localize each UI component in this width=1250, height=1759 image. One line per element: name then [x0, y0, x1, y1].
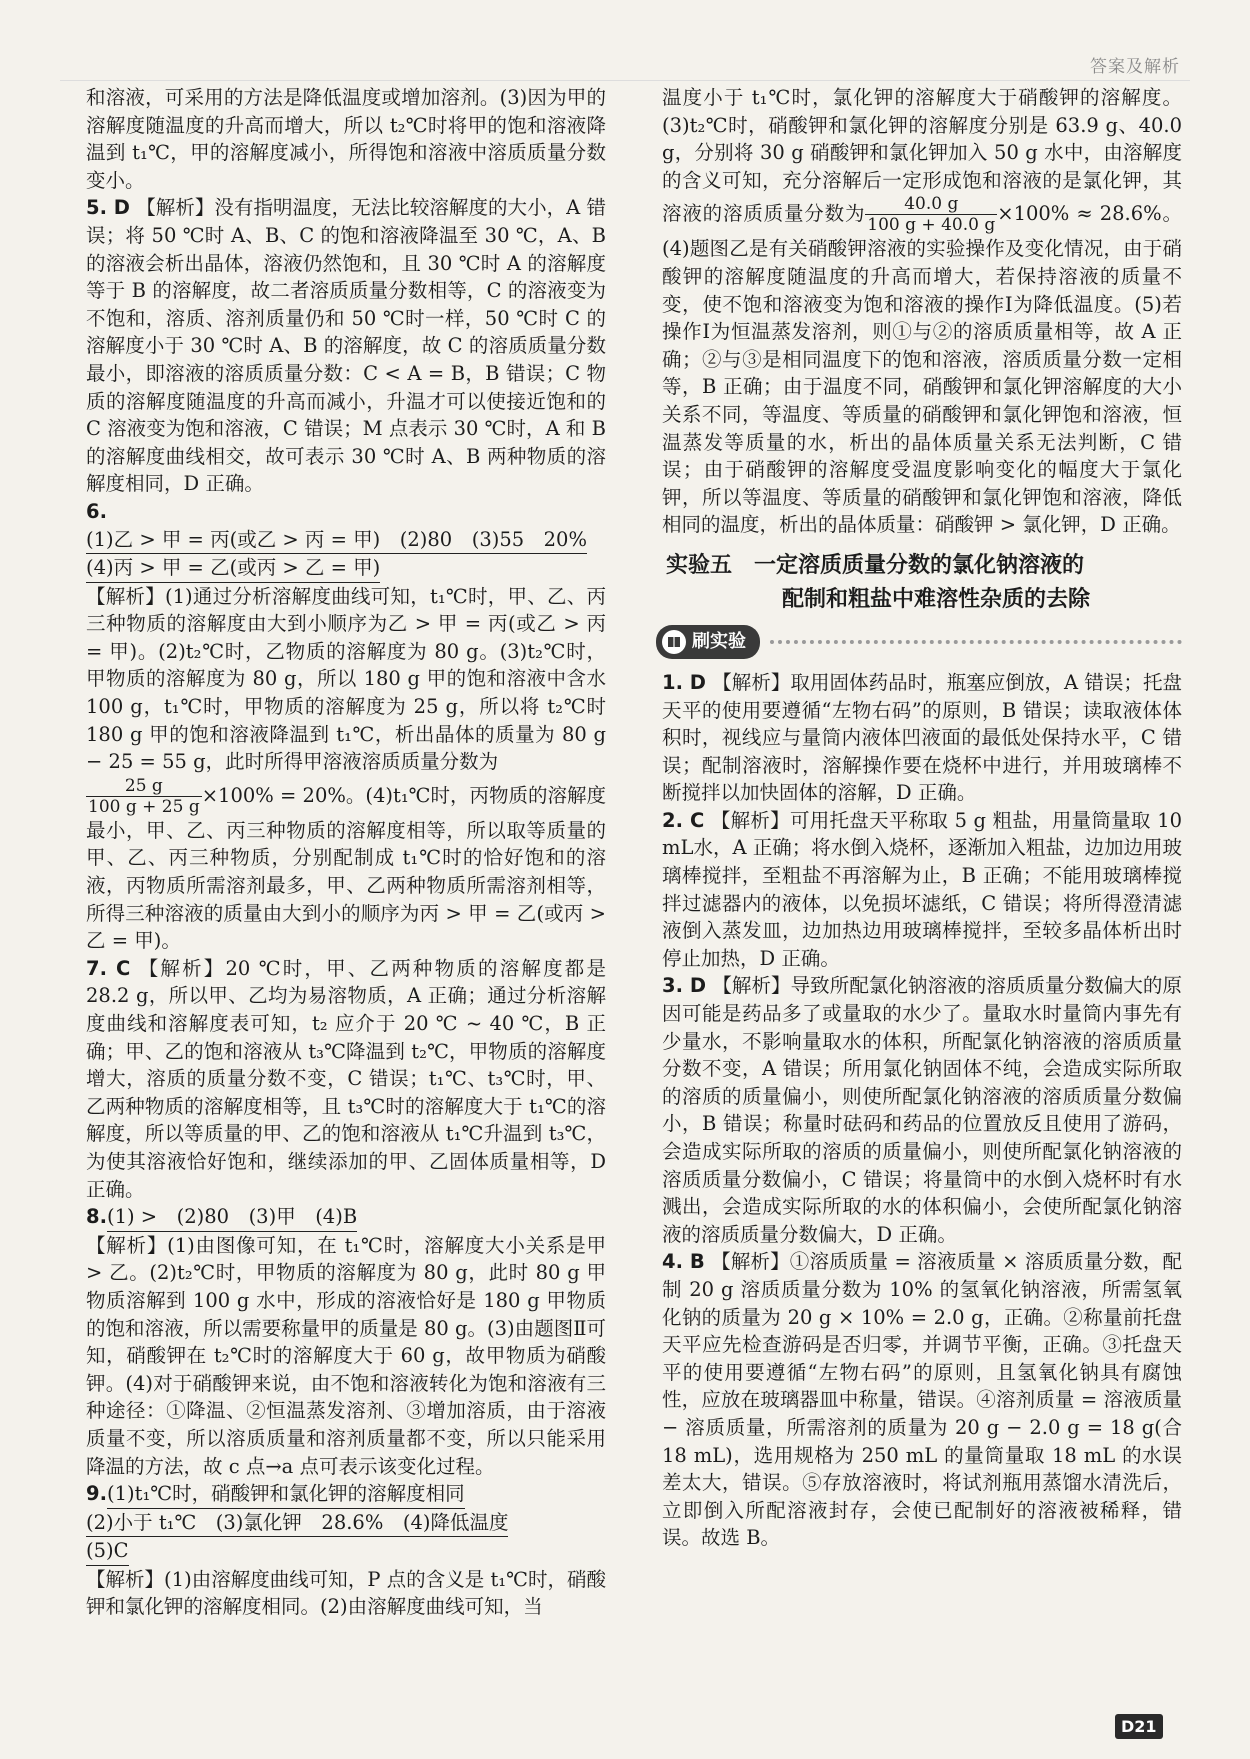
- fraction: [86, 776, 202, 817]
- section-badge: [656, 625, 760, 659]
- question-number: 2. C: [662, 808, 705, 832]
- question-number: 8.: [86, 1205, 107, 1229]
- answer-5: [86, 194, 606, 498]
- paragraph: [662, 84, 1182, 539]
- left-column: [86, 84, 606, 1621]
- section-title: [662, 549, 1182, 617]
- section-badge-row: [656, 623, 1182, 661]
- fraction-numerator: 40.0 g: [865, 194, 997, 215]
- answer-9: [86, 1480, 606, 1509]
- answer-r3: [662, 972, 1182, 1248]
- explanation: 【解析】①溶质质量 = 溶液质量 × 溶质质量分数，配制 20 g 溶质质量分数为 10% 的氢氧化钠溶液，所需氢氧化钠的质量为 20 g × 10% = 2.0 g，正确。②称量前托盘天平应先检查游码是否归零，并调节平衡，正确。③托盘天平的使用要遵循“左物右码”的原则，且氢氧化钠具有腐蚀性，应放在玻璃器皿中称量，错误。④溶剂质量 = 溶液质量 − 溶质质量，所需溶剂的质量为 20 g − 2.0 g = 18 g(合 18 mL)，选用规格为 250 mL 的量筒量取 18 mL 的水误差太大，错误。⑤存放溶液时，将试剂瓶用蒸馏水清洗后，立即倒入所配溶液封存，会使已配制好的溶液被稀释，错误。故选 B。: [662, 1250, 1182, 1550]
- explanation: 【解析】取用固体药品时，瓶塞应倒放，A 错误；托盘天平的使用要遵循“左物右码”的原则，B 错误；读取液体体积时，视线应与量筒内液体凹液面的最低处保持水平，C 错误；配制溶液时，溶解操作要在烧杯中进行，并用玻璃棒不断搅拌以加快固体的溶解，D 正确。: [662, 670, 1183, 805]
- answer-9-line2: [86, 1509, 606, 1538]
- explanation: 【解析】可用托盘天平称取 5 g 粗盐，用量筒量取 10 mL水，A 正确；将水倒入烧杯，逐渐加入粗盐，边加边用玻璃棒搅拌，至粗盐不再溶解为止，B 正确；不能用玻璃棒搅拌过滤器内的液体，以免损坏滤纸，C 错误；将所得澄清滤液倒入蒸发皿，边加热边用玻璃棒搅拌，至较多晶体析出时停止加热，D 正确。: [662, 808, 1183, 970]
- fraction-denominator: 100 g + 25 g: [88, 796, 200, 817]
- explanation: 【解析】没有指明温度，无法比较溶解度的大小，A 错误；将 50 ℃时 A、B、C 的饱和溶液降温至 30 ℃，A、B 的溶液会析出晶体，溶液仍然饱和，且 30 ℃时 A 的溶解度等于 B 的溶解度，故二者溶质质量分数相等，C 的溶液变为不饱和，溶质、溶剂质量仍和 50 ℃时一样，50 ℃时 C 的溶解度小于 30 ℃时 A、B 的溶解度，故 C 的溶质质量分数最小，即溶液的溶质质量分数：C < A = B，B 错误；C 物质的溶解度随温度的升高而减小，升温才可以使接近饱和的 C 溶液变为饱和溶液，C 错误；M 点表示 30 ℃时，A 和 B 的溶解度曲线相交，故可表示 30 ℃时 A、B 两种物质的溶解度相同，D 正确。: [86, 196, 607, 496]
- answer-7: [86, 955, 606, 1203]
- explanation-cont: ×100% = 20%。(4)t₁℃时，丙物质的溶解度最小，甲、乙、丙三种物质的溶解度相等，所以取等质量的甲、乙、丙三种物质，分别配制成 t₁℃时的恰好饱和的溶液，丙物质所需溶剂最多，甲、乙两种物质所需溶剂相等，所得三种溶液的质量由大到小的顺序为丙 > 甲 = 乙(或丙 > 乙 = 甲)。: [86, 783, 606, 953]
- paragraph: 和溶液，可采用的方法是降低温度或增加溶剂。(3)因为甲的溶解度随温度的升高而增大，所以 t₂℃时将甲的饱和溶液降温到 t₁℃，甲的溶解度减小，所得饱和溶液中溶质质量分数变小。: [86, 86, 606, 192]
- answer-8: [86, 1203, 606, 1232]
- dotted-divider: [770, 640, 1182, 644]
- section-title-line2: 配制和粗盐中难溶性杂质的去除: [782, 586, 1091, 612]
- right-column: [662, 84, 1182, 1552]
- explanation: 【解析】20 ℃时，甲、乙两种物质的溶解度都是 28.2 g，所以甲、乙均为易溶物质，A 正确；通过分析溶解度曲线和溶解度表可知，t₂ 应介于 20 ℃ ~ 40 ℃，B 正确；甲、乙的饱和溶液从 t₃℃降温到 t₂℃，甲物质的溶解度增大，溶质的质量分数不变，C 错误；t₁℃、t₃℃时，甲、乙两种物质的溶解度相等，且 t₃℃时的溶解度大于 t₁℃的溶解度，所以等质量的甲、乙的饱和溶液从 t₁℃升温到 t₃℃，为使其溶液恰好饱和，继续添加的甲、乙固体质量相等，D 正确。: [86, 956, 607, 1201]
- answer-r2: [662, 807, 1182, 973]
- question-number: 7. C: [86, 956, 131, 980]
- answer-line: (5)C: [86, 1537, 129, 1566]
- answer-9-line3: [86, 1537, 606, 1566]
- explanation: 【解析】(1)由图像可知，在 t₁℃时，溶解度大小关系是甲 > 乙。(2)t₂℃时，甲物质的溶解度为 80 g，此时 80 g 甲物质溶解到 100 g 水中，形成的溶液恰好是 180 g 甲物质的饱和溶液，所以需要称量甲的质量是 80 g。(3)由题图Ⅱ可知，硝酸钾在 t₂℃时的溶解度大于 60 g，故甲物质为硝酸钾。(4)对于硝酸钾来说，由不饱和溶液转化为饱和溶液有三种途径：①降温、②恒温蒸发溶剂、③增加溶质，由于溶液质量不变，所以溶质质量和溶剂质量都不变，所以只能采用降温的方法，故 c 点→a 点可表示该变化过程。: [86, 1233, 606, 1478]
- explanation-cont: ×100% ≈ 28.6%。(4)题图乙是有关硝酸钾溶液的实验操作及变化情况，由于硝酸钾的溶解度随温度的升高而增大，若保持溶液的质量不变，使不饱和溶液变为饱和溶液的操作Ⅰ为降低温度。(5)若操作Ⅰ为恒温蒸发溶剂，则①与②的溶质质量相等，故 A 正确；②与③是相同温度下的饱和溶液，溶质质量分数一定相等，B 正确；由于温度不同，硝酸钾和氯化钾溶解度的大小关系不同，等温度、等质量的硝酸钾和氯化钾饱和溶液，恒温蒸发等质量的水，析出的晶体质量关系无法判断，C 错误；由于硝酸钾的溶解度受温度影响变化的幅度大于氯化钾，所以等温度、等质量的硝酸钾和氯化钾饱和溶液，降低相同的温度，析出的晶体质量：硝酸钾 > 氯化钾，D 正确。: [662, 202, 1182, 537]
- explanation: [86, 776, 606, 955]
- explanation: 【解析】导致所配氯化钠溶液的溶质质量分数偏大的原因可能是药品多了或量取的水少了。量取水时量筒内事先有少量水，不影响量取水的体积，所配氯化钠溶液的溶质质量分数不变，A 错误；所用氯化钠固体不纯，会造成实际所取的溶质的质量偏小，则使所配氯化钠溶液的溶质质量分数偏小，B 错误；称量时砝码和药品的位置放反且使用了游码，会造成实际所取的溶质的质量偏小，则使所配氯化钠溶液的溶质质量分数偏小，C 错误；将量筒中的水倒入烧杯时有水溅出，会造成实际所取的水的体积偏小，会使所配氯化钠溶液的溶质质量分数偏大，D 正确。: [662, 974, 1182, 1246]
- question-number: 4. B: [662, 1250, 705, 1274]
- fraction-numerator: 25 g: [86, 776, 202, 797]
- answer-line: (1)乙 > 甲 = 丙(或乙 > 丙 = 甲) (2)80 (3)55 20%: [86, 526, 587, 555]
- answer-line: (1) > (2)80 (3)甲 (4)B: [107, 1203, 357, 1232]
- header-divider: [60, 80, 1190, 81]
- page-header: 答案及解析: [1090, 57, 1180, 77]
- question-number: 3. D: [662, 974, 707, 998]
- question-number: 1. D: [662, 670, 706, 694]
- explanation: 温度小于 t₁℃时，氯化钾的溶解度大于硝酸钾的溶解度。(3)t₂℃时，硝酸钾和氯化钾的溶解度分别是 63.9 g、40.0 g，分别将 30 g 硝酸钾和氯化钾加入 50 g 水中，由溶解度的含义可知，充分溶解后一定形成饱和溶液的是氯化钾，其溶液的溶质质量分数为: [662, 86, 1182, 226]
- answer-r4: [662, 1248, 1182, 1552]
- question-number: 9.: [86, 1482, 107, 1506]
- fraction: [865, 194, 997, 235]
- answer-r1: [662, 669, 1182, 807]
- explanation: 【解析】(1)通过分析溶解度曲线可知，t₁℃时，甲、乙、丙三种物质的溶解度由大到小顺序为乙 > 甲 = 丙(或乙 > 丙 = 甲)。(2)t₂℃时，乙物质的溶解度为 80 g。(3)t₂℃时，甲物质的溶解度为 80 g，所以 180 g 甲的饱和溶液中含水 100 g，t₁℃时，甲物质的溶解度为 25 g，所以将 t₂℃时 180 g 甲的饱和溶液降温到 t₁℃，析出晶体的质量为 80 g − 25 = 55 g，此时所得甲溶液溶质质量分数为: [86, 584, 606, 774]
- page-number: D21: [1115, 1714, 1163, 1739]
- answer-6-line2: [86, 554, 606, 583]
- section-title-line1: 实验五 一定溶质质量分数的氯化钠溶液的: [666, 552, 1085, 578]
- fraction-denominator: 100 g + 40.0 g: [867, 215, 996, 236]
- section-badge-label: 刷实验: [692, 631, 746, 653]
- explanation: 【解析】(1)由溶解度曲线可知，P 点的含义是 t₁℃时，硝酸钾和氯化钾的溶解度相同。(2)由溶解度曲线可知，当: [86, 1567, 606, 1619]
- answer-line: (4)丙 > 甲 = 乙(或丙 > 乙 = 甲): [86, 554, 380, 583]
- answer-line: (2)小于 t₁℃ (3)氯化钾 28.6% (4)降低温度: [86, 1509, 508, 1538]
- book-icon: [662, 630, 686, 654]
- question-number: 6.: [86, 499, 107, 523]
- answer-line: (1)t₁℃时，硝酸钾和氯化钾的溶解度相同: [107, 1480, 465, 1509]
- answer-6: [86, 498, 606, 554]
- question-number: 5. D: [86, 196, 130, 220]
